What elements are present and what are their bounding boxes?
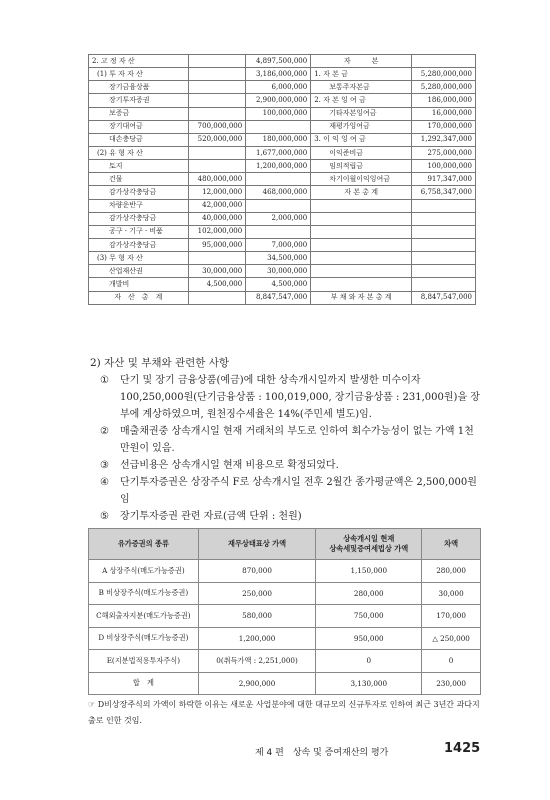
table-cell: 합 계 [89,672,199,695]
asset-amount: 4,500,000 [246,278,311,291]
table-row [89,238,476,251]
asset-detail-amount: 700,000,000 [188,120,246,133]
footer-chapter: 제 4 편 상속 및 증여재산의 평가 [255,748,389,758]
table-row [89,199,476,212]
page-number: 1425 [444,741,481,756]
equity-amount: 6,758,347,000 [412,186,476,199]
stock-valuation-table [88,528,481,695]
table-cell: 1,150,000 [316,560,422,583]
asset-item: (2) 유 형 자 산 [89,146,189,159]
asset-amount: 1,677,000,000 [246,146,311,159]
table-row [89,252,476,265]
section-heading: 2) 자산 및 부채와 관련한 사항 [90,357,230,369]
asset-item: 2. 고 정 자 산 [89,55,189,68]
table-row [89,650,481,673]
equity-amount: 5,280,000,000 [412,68,476,81]
table-cell: 280,000 [422,560,481,583]
asset-amount: 180,000,000 [246,133,311,146]
asset-amount: 100,000,000 [246,107,311,120]
equity-amount [412,265,476,278]
item-marker: ④ [100,477,109,488]
table-row [89,627,481,650]
item-text: 선급비용은 상속개시일 현재 비용으로 확정되었다. [120,460,339,471]
table-cell: 230,000 [422,672,481,695]
equity-amount [412,55,476,68]
table-cell: A 상장주식(매도가능증권) [89,560,199,583]
table-cell: 250,000 [198,582,316,605]
note-marker: ☞ [88,700,96,709]
table-row [89,672,481,695]
table-row [89,68,476,81]
asset-detail-amount [188,146,246,159]
asset-detail-amount: 30,000,000 [188,265,246,278]
table-row [89,265,476,278]
list-item [100,457,480,474]
asset-detail-amount [188,160,246,173]
equity-amount [412,199,476,212]
equity-item: 자 본 총 계 [311,186,412,199]
table-cell: 950,000 [316,627,422,650]
asset-item: 감가상각충당금 [89,212,189,225]
asset-amount [246,173,311,186]
asset-item: 차량운반구 [89,199,189,212]
asset-detail-amount: 480,000,000 [188,173,246,186]
equity-item: 부 채 와 자 본 총 계 [311,291,412,304]
balance-sheet-table [88,54,476,305]
table-row [89,81,476,94]
equity-item [311,278,412,291]
table-row [89,605,481,628]
equity-amount: 16,000,000 [412,107,476,120]
table-cell: E(지분법적용투자주식) [89,650,199,673]
asset-detail-amount [188,94,246,107]
table-row [89,225,476,238]
equity-amount: 5,280,000,000 [412,81,476,94]
asset-detail-amount [188,291,246,304]
asset-detail-amount [188,68,246,81]
item-text: 단기투자증권은 상장주식 F로 상속개시일 전후 2월간 종가평균액은 2,500,000원임 [120,477,477,505]
table-cell: 0 [422,650,481,673]
list-item [100,474,480,508]
table-cell: 870,000 [198,560,316,583]
equity-item: 임의적립금 [311,160,412,173]
asset-detail-amount: 42,000,000 [188,199,246,212]
item-text: 단기 및 장기 금융상품(예금)에 대한 상속개시일까지 발생한 미수이자 100,250,000원(단기금융상품 : 100,019,000, 장기금융상품 : 231,000원)을 장부에 계상하였으며, 원천징수세율은 14%(주민세 별도)임. [120,375,480,420]
asset-amount [246,199,311,212]
asset-item: (1) 투 자 자 산 [89,68,189,81]
asset-amount: 4,897,500,000 [246,55,311,68]
table-cell: B 비상장주식(매도가능증권) [89,582,199,605]
asset-item: 장기투자증권 [89,94,189,107]
table-row [89,173,476,186]
table-row [89,291,476,304]
asset-detail-amount: 102,000,000 [188,225,246,238]
table-row [89,582,481,605]
equity-item: 2. 자 본 잉 여 금 [311,94,412,107]
item-list [100,372,480,525]
asset-detail-amount [188,252,246,265]
item-marker: ② [100,426,109,437]
table-cell: 750,000 [316,605,422,628]
asset-item: 감가상각충당금 [89,238,189,251]
table-cell: 0(취득가액 : 2,251,000) [198,650,316,673]
asset-amount [246,225,311,238]
equity-item: 1. 자 본 금 [311,68,412,81]
item-text: 매출채권중 상속개시일 현재 거래처의 부도로 인하여 회수가능성이 없는 가액 1천만원이 있음. [120,426,474,454]
table-row [89,278,476,291]
table-row [89,55,476,68]
column-header: 재무상태표상 가액 [198,529,316,560]
equity-item [311,265,412,278]
equity-item [311,238,412,251]
equity-item [311,199,412,212]
table-cell: C해외출자지분(매도가능증권) [89,605,199,628]
table-row [89,160,476,173]
equity-amount [412,252,476,265]
column-header: 상속개시일 현재 상속세및증여세법상 가액 [316,529,422,560]
equity-amount: 917,347,000 [412,173,476,186]
item-text: 장기투자증권 관련 자료(금액 단위 : 천원) [120,511,302,522]
item-marker: ⑤ [100,511,109,522]
asset-amount: 6,000,000 [246,81,311,94]
equity-amount: 186,000,000 [412,94,476,107]
equity-item: 차기이월이익잉여금 [311,173,412,186]
column-header: 유가증권의 종류 [89,529,199,560]
table-cell: 170,000 [422,605,481,628]
equity-item: 재평가잉여금 [311,120,412,133]
table-cell: 0 [316,650,422,673]
item-marker: ① [100,375,109,386]
equity-item [311,252,412,265]
footnote [88,697,480,729]
asset-amount: 8,847,547,000 [246,291,311,304]
equity-item: 기타자본잉여금 [311,107,412,120]
table-row [89,186,476,199]
equity-item: 이익준비금 [311,146,412,159]
equity-amount: 1,292,347,000 [412,133,476,146]
table-row [89,133,476,146]
asset-item: 건물 [89,173,189,186]
list-item [100,508,480,525]
list-item [100,423,480,457]
table-row [89,120,476,133]
table-cell: 580,000 [198,605,316,628]
equity-amount: 8,847,547,000 [412,291,476,304]
equity-amount: 100,000,000 [412,160,476,173]
table-row [89,212,476,225]
asset-item: (3) 무 형 자 산 [89,252,189,265]
asset-amount: 1,200,000,000 [246,160,311,173]
equity-amount: 275,000,000 [412,146,476,159]
asset-item: 산업재산권 [89,265,189,278]
table-cell: 3,130,000 [316,672,422,695]
asset-item: 장기금융상품 [89,81,189,94]
equity-item: 3. 이 익 잉 여 금 [311,133,412,146]
equity-item: 보통주자본금 [311,81,412,94]
asset-amount [246,120,311,133]
asset-detail-amount: 520,000,000 [188,133,246,146]
note-text: D비상장주식의 가액이 하락한 이유는 새로운 사업분야에 대한 대규모의 신규투자로 인하여 최근 3년간 과다지출로 인한 것임. [88,700,480,725]
equity-amount [412,212,476,225]
asset-item: 보증금 [89,107,189,120]
asset-detail-amount [188,55,246,68]
table-cell: D 비상장주식(매도가능증권) [89,627,199,650]
asset-amount: 30,000,000 [246,265,311,278]
asset-amount: 3,186,000,000 [246,68,311,81]
asset-amount: 7,000,000 [246,238,311,251]
item-marker: ③ [100,460,109,471]
table-row [89,146,476,159]
table-row [89,107,476,120]
table-cell: 2,900,000 [198,672,316,695]
asset-item: 감가상각충당금 [89,186,189,199]
equity-item [311,225,412,238]
asset-detail-amount: 12,000,000 [188,186,246,199]
equity-amount [412,238,476,251]
table-cell: 1,200,000 [198,627,316,650]
asset-amount: 2,000,000 [246,212,311,225]
equity-item [311,212,412,225]
asset-item: 토지 [89,160,189,173]
asset-detail-amount [188,81,246,94]
table-cell: 280,000 [316,582,422,605]
asset-item: 개발비 [89,278,189,291]
asset-amount: 468,000,000 [246,186,311,199]
asset-amount: 2,900,000,000 [246,94,311,107]
asset-detail-amount [188,107,246,120]
column-header: 차액 [422,529,481,560]
equity-item: 자 본 [311,55,412,68]
asset-item: 자 산 총 계 [89,291,189,304]
asset-item: 장기대여금 [89,120,189,133]
equity-amount: 170,000,000 [412,120,476,133]
asset-detail-amount: 4,500,000 [188,278,246,291]
asset-item: 대손충당금 [89,133,189,146]
table-cell: △ 250,000 [422,627,481,650]
equity-amount [412,278,476,291]
table-row [89,94,476,107]
asset-amount: 34,500,000 [246,252,311,265]
list-item [100,372,480,423]
equity-amount [412,225,476,238]
table-row [89,560,481,583]
asset-item: 공구 · 기구 · 비품 [89,225,189,238]
table-cell: 30,000 [422,582,481,605]
asset-detail-amount: 40,000,000 [188,212,246,225]
asset-detail-amount: 95,000,000 [188,238,246,251]
